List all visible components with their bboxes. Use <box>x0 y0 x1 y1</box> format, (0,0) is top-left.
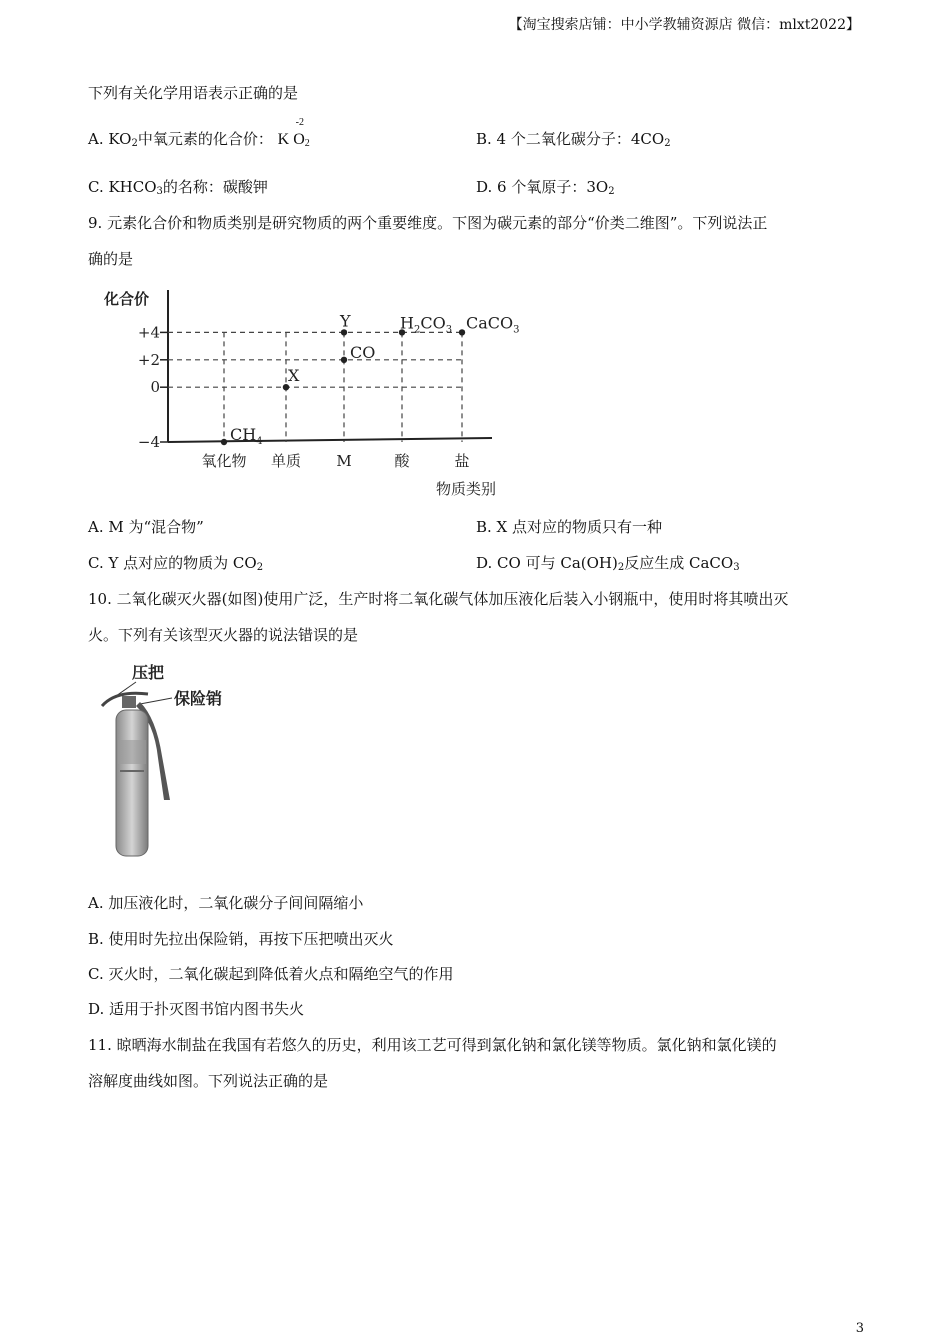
point-label: CO <box>350 342 376 362</box>
q10-stem-line2: 火。下列有关该型灭火器的说法错误的是 <box>88 626 359 644</box>
x-category-label: 盐 <box>454 452 470 470</box>
q8-stem: 下列有关化学用语表示正确的是 <box>88 84 299 102</box>
point-label: X <box>288 366 300 386</box>
q11-stem-line1: 11. 晾晒海水制盐在我国有若悠久的历史，利用该工艺可得到氯化钠和氯化镁等物质。氯化钠和氯化镁的 <box>88 1036 777 1054</box>
ko2-valence-formula: K $O_2$ -2 <box>277 117 310 149</box>
q8-option-a: A. $KO_2$中氧元素的化合价： K $O_2$ -2 <box>88 117 310 149</box>
x-category-label: 酸 <box>394 452 410 470</box>
point-label: $H_2CO_3$ <box>400 313 453 336</box>
q9-option-d: D. CO 可与 $Ca(OH)_2$反应生成 CaCO$_3$ <box>476 554 740 573</box>
q10-option-c: C. 灭火时，二氧化碳起到降低着火点和隔绝空气的作用 <box>88 965 454 983</box>
x-category-label: 单质 <box>270 452 302 470</box>
y-axis-label: 化合价 <box>104 290 150 308</box>
x-category-label: M <box>336 452 352 470</box>
q11-stem-line2: 溶解度曲线如图。下列说法正确的是 <box>88 1072 329 1090</box>
y-tick-label: 0 <box>150 378 160 397</box>
y-tick-label: +4 <box>137 323 160 342</box>
q10-stem-line1: 10. 二氧化碳灭火器(如图)使用广泛，生产时将二氧化碳气体加压液化后装入小钢瓶中，使用时将其喷出灭 <box>88 590 789 608</box>
x-axis <box>168 438 492 442</box>
q9-option-b: B. X 点对应的物质只有一种 <box>476 518 663 536</box>
x-category-label: 氧化物 <box>201 452 247 470</box>
q10-option-b: B. 使用时先拉出保险销，再按下压把喷出灭火 <box>88 930 394 948</box>
q9-option-c: C. Y 点对应的物质为 $CO_2$ <box>88 554 264 573</box>
q8-option-c: C. $KHCO_3$的名称：碳酸钾 <box>88 178 268 197</box>
q8-option-d: D. 6 个氧原子：$3O_2$ <box>476 178 615 197</box>
data-point <box>221 439 227 445</box>
valence-mark: -2 <box>295 117 304 128</box>
q9-stem-line2: 确的是 <box>88 250 134 268</box>
co2-extinguisher-figure <box>96 660 256 865</box>
data-point <box>459 329 465 335</box>
q10-option-d: D. 适用于扑灭图书馆内图书失火 <box>88 1000 305 1018</box>
data-point <box>341 357 347 363</box>
q10-option-a: A. 加压液化时，二氧化碳分子间间隔缩小 <box>88 894 364 912</box>
y-tick-label: +2 <box>137 350 160 369</box>
point-label: $CH_4$ <box>230 425 263 447</box>
label-handle: 压把 <box>132 663 165 682</box>
point-label: Y <box>340 311 351 331</box>
q9-stem-line1: 9. 元素化合价和物质类别是研究物质的两个重要维度。下图为碳元素的部分“价类二维图”。下列说法正 <box>88 214 768 232</box>
page-number: 3 <box>855 1321 864 1336</box>
store-header: 【淘宝搜索店铺：中小学教辅资源店 微信：mlxt2022】 <box>508 17 860 33</box>
point-label: CaCO$_3$ <box>466 313 520 336</box>
y-tick-label: −4 <box>137 433 160 451</box>
q9-option-a: A. M 为“混合物” <box>88 518 204 536</box>
label-safety-pin: 保险销 <box>174 689 223 708</box>
q8-option-b: B. 4 个二氧化碳分子：$4CO_2$ <box>476 130 671 149</box>
valence-class-chart <box>100 282 540 502</box>
x-axis-label: 物质类别 <box>436 480 497 498</box>
